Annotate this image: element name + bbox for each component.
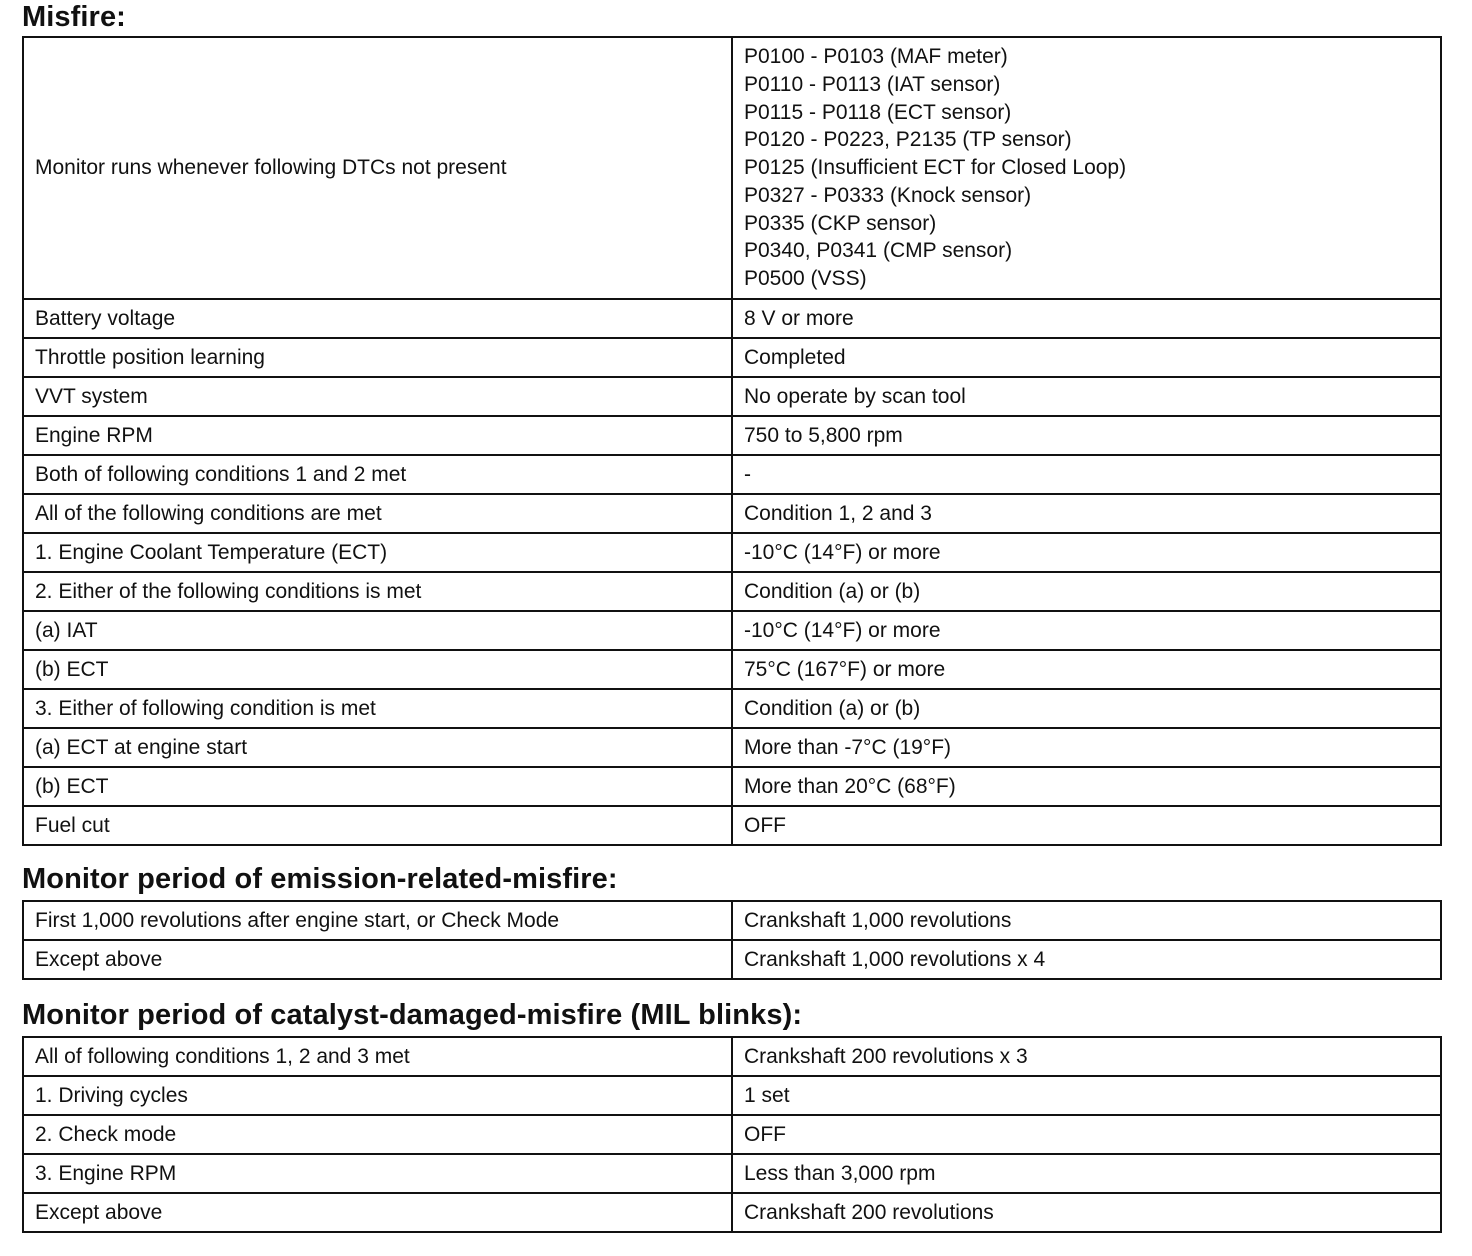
dtc-list-cell [732, 37, 1441, 299]
section-title-catalyst-misfire: Monitor period of catalyst-damaged-misfire (MIL blinks): [22, 999, 803, 1031]
row-label: Except above [23, 940, 732, 979]
table-row [23, 650, 1441, 689]
row-value: Crankshaft 1,000 revolutions x 4 [732, 940, 1441, 979]
row-label: Battery voltage [23, 299, 732, 338]
dtc-line: P0335 (CKP sensor) [744, 211, 937, 235]
table-row [23, 416, 1441, 455]
row-label: First 1,000 revolutions after engine start, or Check Mode [23, 901, 732, 940]
table-row [23, 338, 1441, 377]
row-label: (b) ECT [23, 650, 732, 689]
table-row [23, 533, 1441, 572]
row-value: 75°C (167°F) or more [732, 650, 1441, 689]
row-value: OFF [732, 1115, 1441, 1154]
catalyst-misfire-table [22, 1036, 1442, 1233]
dtc-line: P0125 (Insufficient ECT for Closed Loop) [744, 156, 1127, 180]
row-value: 750 to 5,800 rpm [732, 416, 1441, 455]
row-label: Engine RPM [23, 416, 732, 455]
misfire-conditions-table [22, 36, 1442, 846]
row-value: Completed [732, 338, 1441, 377]
row-label: Monitor runs whenever following DTCs not present [23, 37, 732, 299]
row-label: 3. Engine RPM [23, 1154, 732, 1193]
table-row [23, 901, 1441, 940]
table-row [23, 611, 1441, 650]
row-value: Condition (a) or (b) [732, 689, 1441, 728]
row-label: Both of following conditions 1 and 2 met [23, 455, 732, 494]
section-title-emission-misfire: Monitor period of emission-related-misfire: [22, 863, 618, 895]
table-row [23, 1154, 1441, 1193]
row-value: - [732, 455, 1441, 494]
table-row [23, 37, 1441, 299]
row-value: Condition 1, 2 and 3 [732, 494, 1441, 533]
row-value: Crankshaft 1,000 revolutions [732, 901, 1441, 940]
row-value: 8 V or more [732, 299, 1441, 338]
table-row [23, 377, 1441, 416]
emission-misfire-table [22, 900, 1442, 980]
row-value: -10°C (14°F) or more [732, 533, 1441, 572]
row-label: 2. Check mode [23, 1115, 732, 1154]
row-value: More than -7°C (19°F) [732, 728, 1441, 767]
row-label: All of following conditions 1, 2 and 3 met [23, 1037, 732, 1076]
table-row [23, 689, 1441, 728]
table-row [23, 455, 1441, 494]
dtc-line: P0120 - P0223, P2135 (TP sensor) [744, 128, 1072, 152]
table-row [23, 572, 1441, 611]
table-row [23, 728, 1441, 767]
table-row [23, 1193, 1441, 1232]
dtc-line: P0340, P0341 (CMP sensor) [744, 239, 1013, 263]
row-value: Crankshaft 200 revolutions x 3 [732, 1037, 1441, 1076]
row-value: OFF [732, 806, 1441, 845]
table-row [23, 806, 1441, 845]
row-label: All of the following conditions are met [23, 494, 732, 533]
dtc-line: P0100 - P0103 (MAF meter) [744, 44, 1008, 68]
row-value: Crankshaft 200 revolutions [732, 1193, 1441, 1232]
row-label: Fuel cut [23, 806, 732, 845]
table-row [23, 940, 1441, 979]
row-label: (b) ECT [23, 767, 732, 806]
row-label: 2. Either of the following conditions is met [23, 572, 732, 611]
table-row [23, 1037, 1441, 1076]
row-label: 1. Engine Coolant Temperature (ECT) [23, 533, 732, 572]
dtc-line: P0327 - P0333 (Knock sensor) [744, 183, 1032, 207]
table-row [23, 767, 1441, 806]
row-value: More than 20°C (68°F) [732, 767, 1441, 806]
section-title-misfire: Misfire: [22, 1, 126, 33]
row-value: Condition (a) or (b) [732, 572, 1441, 611]
table-row [23, 494, 1441, 533]
row-label: (a) IAT [23, 611, 732, 650]
dtc-line: P0500 (VSS) [744, 267, 867, 291]
row-label: Throttle position learning [23, 338, 732, 377]
row-value: Less than 3,000 rpm [732, 1154, 1441, 1193]
row-label: Except above [23, 1193, 732, 1232]
row-label: (a) ECT at engine start [23, 728, 732, 767]
row-value: 1 set [732, 1076, 1441, 1115]
row-value: No operate by scan tool [732, 377, 1441, 416]
table-row [23, 299, 1441, 338]
table-row [23, 1076, 1441, 1115]
row-label: 1. Driving cycles [23, 1076, 732, 1115]
row-label: VVT system [23, 377, 732, 416]
dtc-line: P0110 - P0113 (IAT sensor) [744, 72, 1001, 96]
dtc-line: P0115 - P0118 (ECT sensor) [744, 100, 1012, 124]
row-label: 3. Either of following condition is met [23, 689, 732, 728]
table-row [23, 1115, 1441, 1154]
row-value: -10°C (14°F) or more [732, 611, 1441, 650]
